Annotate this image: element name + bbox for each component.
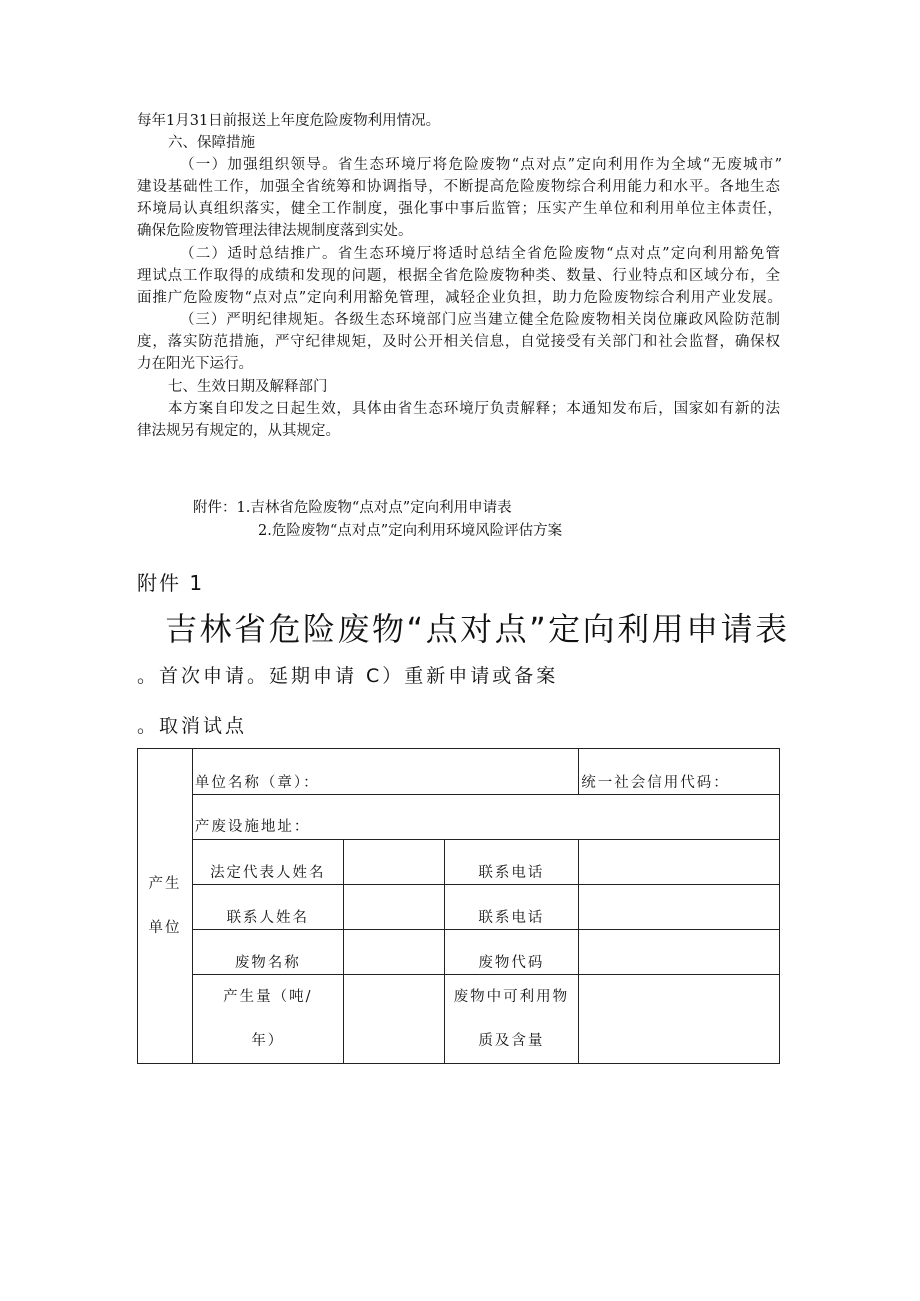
- contact-label: 联系人姓名: [192, 885, 343, 930]
- body-line: 环境局认真组织落实，健全工作制度，强化事中事后监管；压实产生单位和利用单位主体责任，: [137, 201, 782, 217]
- section-heading: 六、保障措施: [168, 135, 255, 151]
- cancel-pilot-option: 。取消试点: [137, 715, 248, 737]
- body-line: 理试点工作取得的成绩和发现的问题，根据全省危险废物种类、数量、行业特点和区域分布，全: [137, 268, 780, 284]
- facility-address-field[interactable]: 产废设施地址：: [192, 795, 779, 840]
- credit-code-field[interactable]: 统一社会信用代码：: [579, 749, 780, 795]
- waste-code-input[interactable]: [579, 930, 780, 975]
- body-line: 度，落实防范措施，严守纪律规矩，及时公开相关信息，自觉接受有关部门和社会监督，确保权: [137, 334, 780, 350]
- contact-input[interactable]: [343, 885, 444, 930]
- body-line: （一）加强组织领导。省生态环境厅将危险废物“点对点”定向利用作为全域“无废城市”: [180, 157, 782, 173]
- waste-code-label: 废物代码: [444, 930, 579, 975]
- contact-phone-input[interactable]: [579, 885, 780, 930]
- body-line: 建设基础性工作，加强全省统筹和协调指导，不断提高危险废物综合利用能力和水平。各地生态: [137, 179, 780, 195]
- usable-substance-label: 废物中可利用物 质及含量: [444, 975, 579, 1064]
- waste-name-input[interactable]: [343, 930, 444, 975]
- usable-substance-input[interactable]: [579, 975, 780, 1064]
- application-form-table: [137, 748, 780, 1064]
- waste-name-label: 废物名称: [192, 930, 343, 975]
- attachment-list-item: 附件：1.吉林省危险废物“点对点”定向利用申请表: [193, 500, 512, 516]
- body-line: （二）适时总结推广。省生态环境厅将适时总结全省危险废物“点对点”定向利用豁免管: [180, 246, 780, 262]
- body-line: 力在阳光下运行。: [137, 356, 253, 372]
- body-line: （三）严明纪律规矩。各级生态环境部门应当建立健全危险废物相关岗位廉政风险防范制: [180, 312, 780, 328]
- legal-rep-input[interactable]: [343, 840, 444, 885]
- output-input[interactable]: [343, 975, 444, 1064]
- body-line: 确保危险废物管理法律法规制度落到实处。: [137, 223, 413, 239]
- unit-name-field[interactable]: 单位名称（章）：: [192, 749, 578, 795]
- phone-label: 联系电话: [444, 840, 579, 885]
- attachment-label: 附件 1: [137, 571, 205, 595]
- attachment-list-item: 2.危险废物“点对点”定向利用环境风险评估方案: [258, 523, 563, 539]
- body-line: 每年1月31日前报送上年度危险废物利用情况。: [137, 113, 441, 129]
- section-label: 产生 单位: [138, 749, 193, 1064]
- output-label: 产生量（吨/ 年）: [192, 975, 343, 1064]
- contact-phone-label: 联系电话: [444, 885, 579, 930]
- phone-input[interactable]: [579, 840, 780, 885]
- body-line: 律法规另有规定的，从其规定。: [137, 423, 340, 439]
- body-line: 本方案自印发之日起生效，具体由省生态环境厅负责解释；本通知发布后，国家如有新的法: [168, 401, 780, 417]
- section-heading: 七、生效日期及解释部门: [168, 379, 328, 395]
- legal-rep-label: 法定代表人姓名: [192, 840, 343, 885]
- body-line: 面推广危险废物“点对点”定向利用豁免管理，减轻企业负担，助力危险废物综合利用产业发展。: [137, 290, 782, 306]
- form-title: 吉林省危险废物“点对点”定向利用申请表: [165, 610, 790, 648]
- application-type-options: 。首次申请。延期申请 C）重新申请或备案: [137, 665, 559, 687]
